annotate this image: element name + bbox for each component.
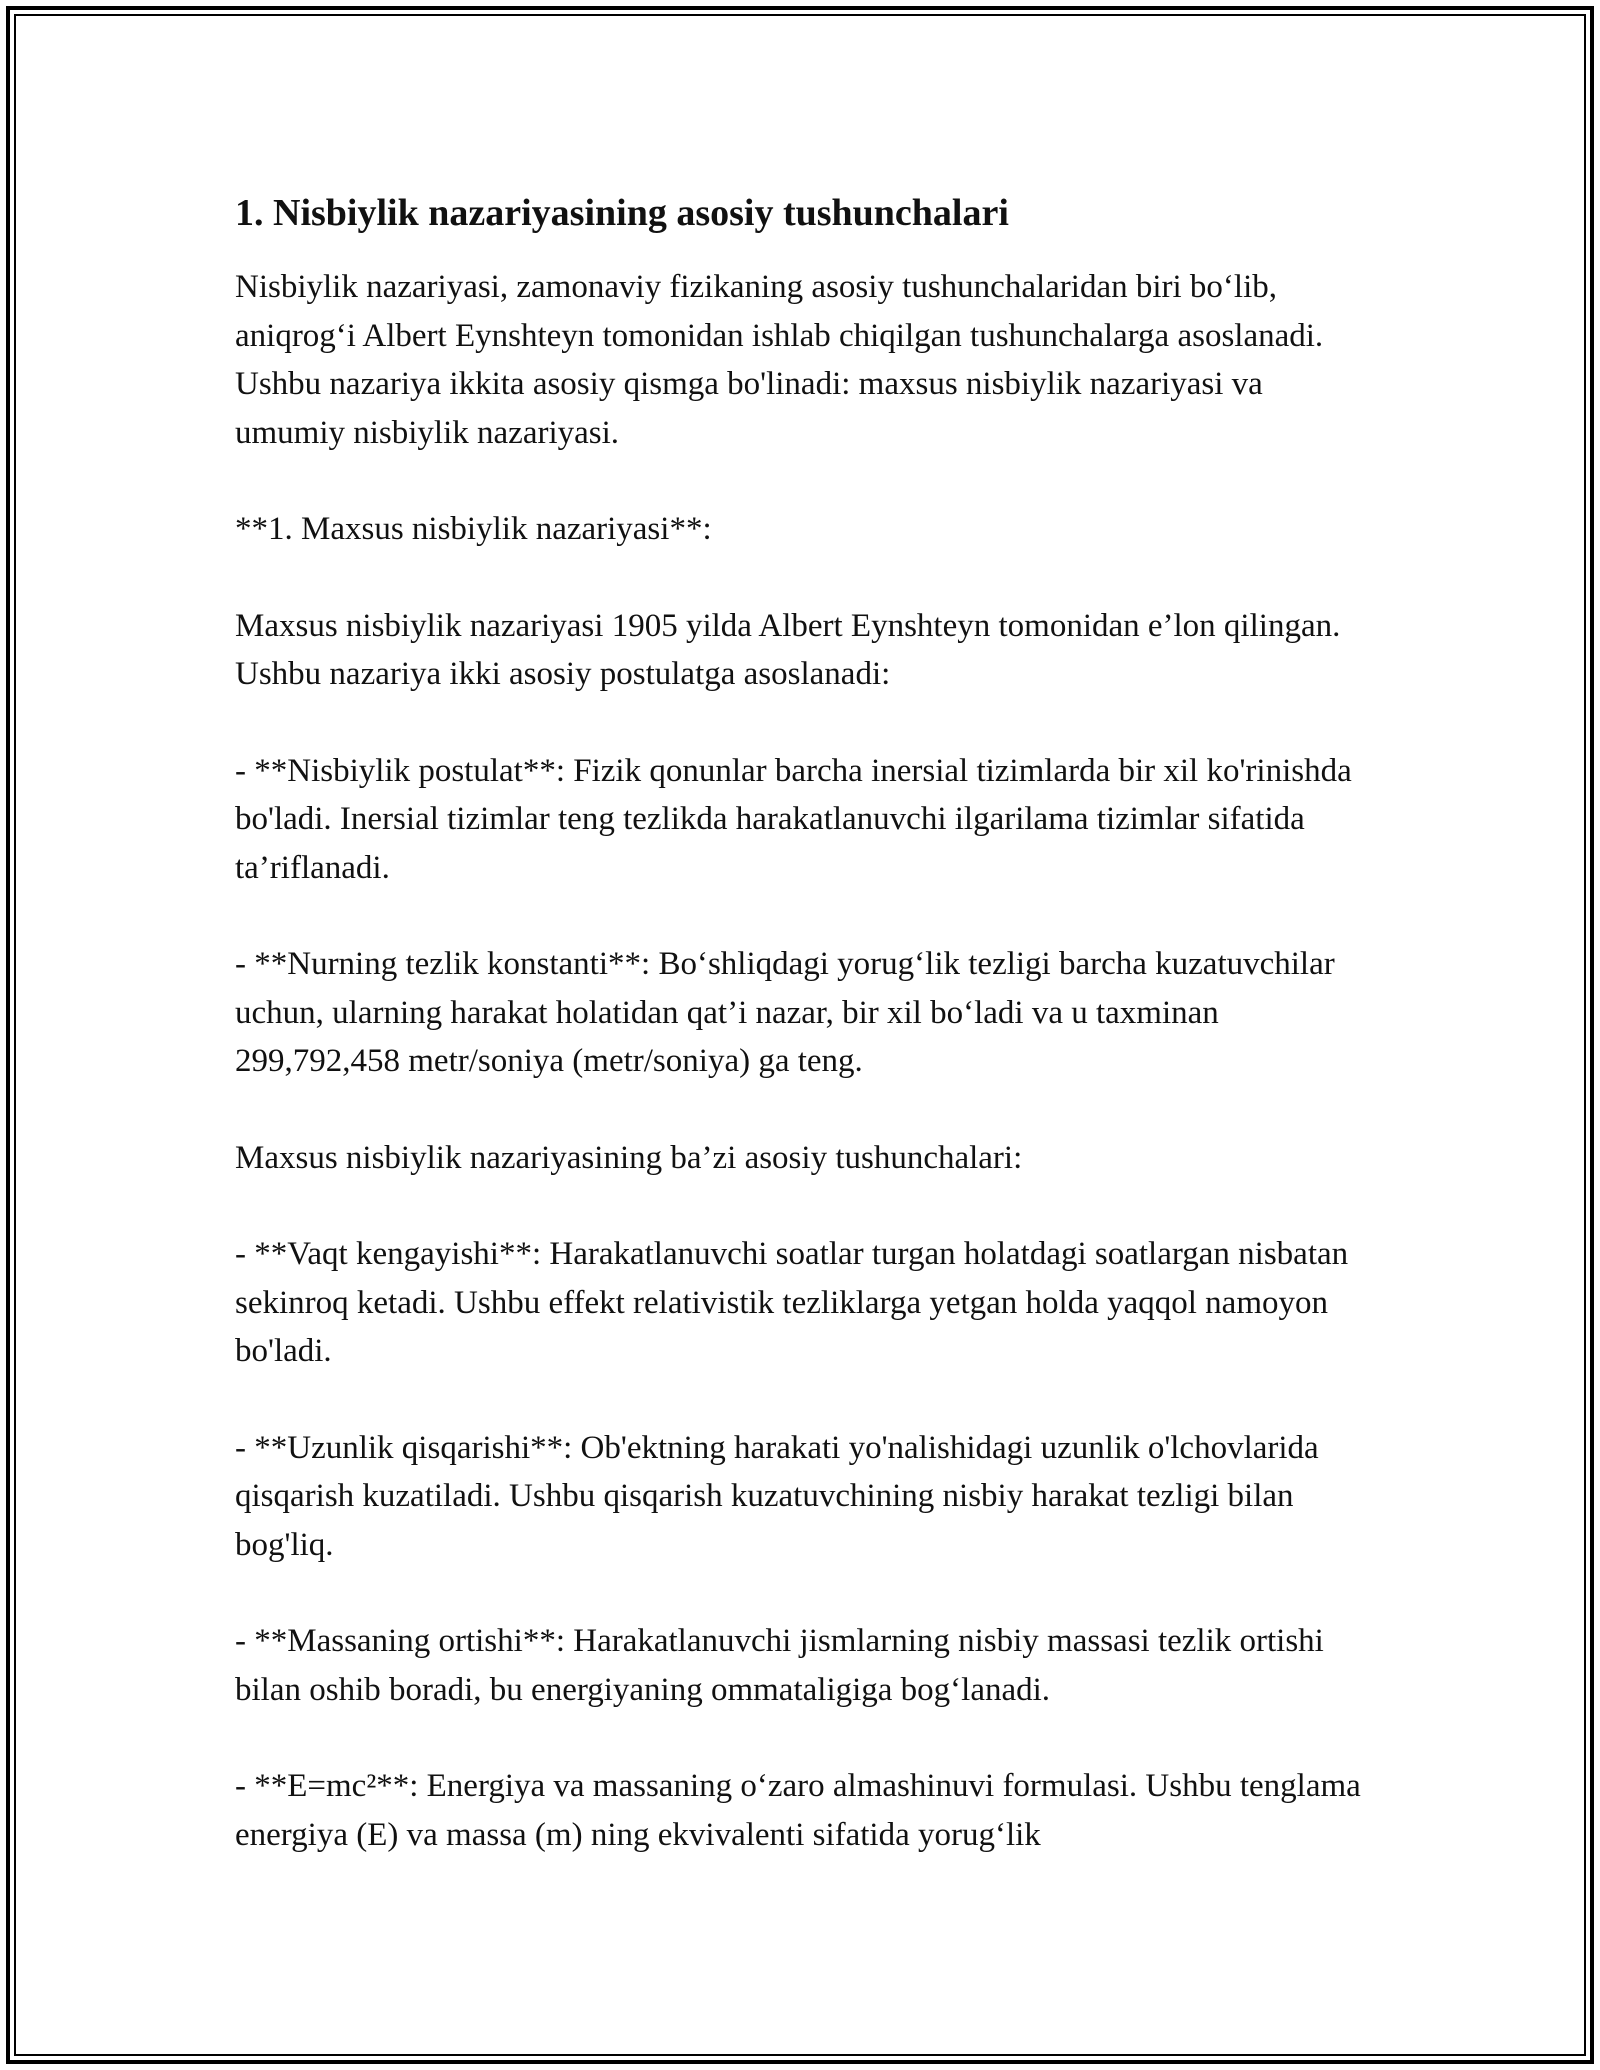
basic-concepts-intro: Maxsus nisbiylik nazariyasining ba’zi asosiy tushunchalari: bbox=[235, 1139, 1023, 1176]
special-relativity-paragraph: Maxsus nisbiylik nazariyasi 1905 yilda Albert Eynshteyn tomonidan e’lon qilingan. Ushbu nazariya ikki asosiy postulatga asoslanadi: bbox=[235, 607, 1341, 692]
mass-energy-item: - **E=mc²**: Energiya va massaning o‘zaro almashinuvi formulasi. Ushbu tenglama energiya (E) va massa (m) ning ekvivalenti sifatida yorug‘lik bbox=[235, 1768, 1361, 1853]
intro-paragraph: Nisbiylik nazariyasi, zamonaviy fizikaning asosiy tushunchalaridan biri bo‘lib, aniqrog‘i Albert Eynshteyn tomonidan ishlab chiqilgan tushunchalarga asoslanadi. Ushbu nazariya ikkita asosiy qismga bo'linadi: maxsus nisbiylik nazariyasi va umumiy nisbiylik nazariyasi. bbox=[235, 269, 1324, 451]
time-dilation-item: - **Vaqt kengayishi**: Harakatlanuvchi soatlar turgan holatdagi soatlargan nisbatan sekinroq ketadi. Ushbu effekt relativistik tezliklarga yetgan holda yaqqol namoyon bo'ladi. bbox=[235, 1236, 1349, 1369]
mass-increase-item: - **Massaning ortishi**: Harakatlanuvchi jismlarning nisbiy massasi tezlik ortishi bilan oshib boradi, bu energiyaning ommataligiga bog‘lanadi. bbox=[235, 1623, 1324, 1708]
section-heading-special-relativity: **1. Maxsus nisbiylik nazariyasi**: bbox=[235, 511, 712, 547]
postulate-relativity-item: - **Nisbiylik postulat**: Fizik qonunlar barcha inersial tizimlarda bir xil ko'rinishda bo'ladi. Inersial tizimlar teng tezlikda harakatlanuvchi ilgarilama tizimlar sifatida ta’riflanadi. bbox=[235, 752, 1352, 886]
document-page bbox=[235, 188, 1375, 1907]
document-title: 1. Nisbiylik nazariyasining asosiy tushunchalari bbox=[235, 192, 1009, 234]
postulate-light-speed-item: - **Nurning tezlik konstanti**: Bo‘shliqdagi yorug‘lik tezligi barcha kuzatuvchilar uchun, ularning harakat holatidan qat’i nazar, bir xil bo‘ladi va u taxminan 299,792,458 metr/soniya (metr/soniya) ga teng. bbox=[235, 946, 1335, 1079]
length-contraction-item: - **Uzunlik qisqarishi**: Ob'ektning harakati yo'nalishidagi uzunlik o'lchovlarida qisqarish kuzatiladi. Ushbu qisqarish kuzatuvchining nisbiy harakat tezligi bilan bog'liq. bbox=[235, 1429, 1319, 1563]
